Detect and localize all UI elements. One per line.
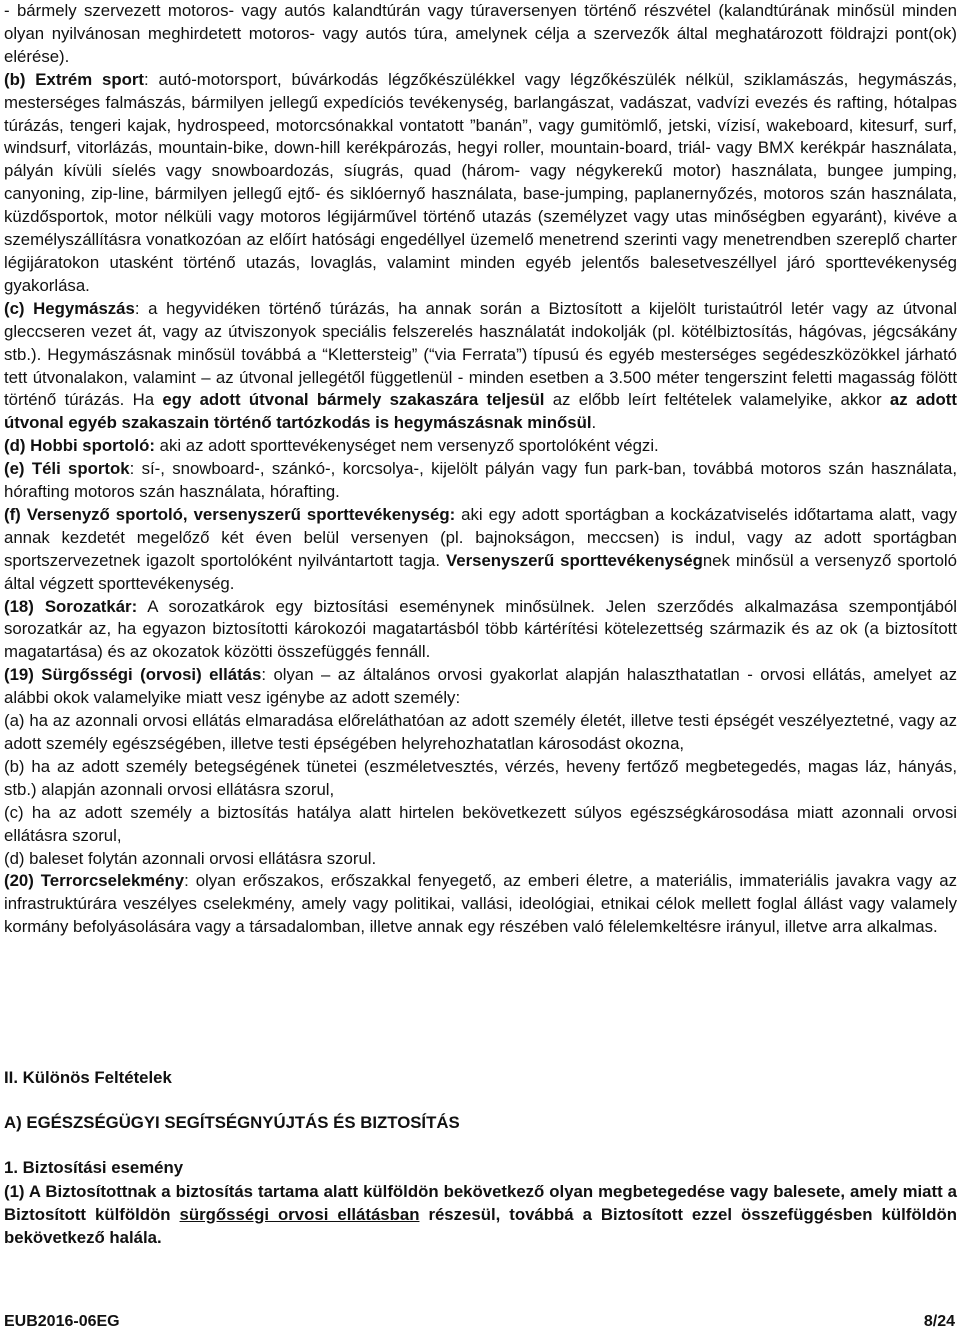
section-heading: A) EGÉSZSÉGÜGYI SEGÍTSÉGNYÚJTÁS ÉS BIZTOSÍTÁS xyxy=(4,1113,460,1132)
emergency-care-item-b: (b) ha az adott személy betegségének tünetei (eszméletvesztés, vérzés, heveny fertőző megbetegedés, magas láz, hányás, stb.) alapján azonnali orvosi ellátásra szorul, xyxy=(4,756,957,799)
emergency-care-item-c: (c) ha az adott személy a biztosítás hatálya alatt hirtelen bekövetkezett súlyos egészségkárosodása miatt azonnali orvosi ellátásra szorul, xyxy=(4,802,957,845)
definition-competitive-athlete: (f) Versenyző sportoló, versenyszerű sporttevékenység: aki egy adott sportágban a kockázatviselés időtartama alatt, vagy annak kezdetét megelőző két éven belül versenyen (pl. bajnokságon, meccsen) is indul, vagy az adott sportágban sportszervezetnek igazolt sportolóként nyilvántartott tagja. Versenyszerű sporttevékenységnek minősül a versenyző sportoló által végzett sporttevékenység. xyxy=(4,504,957,593)
emergency-care-reference: sürgősségi orvosi ellátásban xyxy=(179,1204,420,1224)
term-label: (19) Sürgősségi (orvosi) ellátás xyxy=(4,665,262,685)
document-page xyxy=(4,0,957,1333)
emergency-care-item-d: (d) baleset folytán azonnali orvosi ellátásra szorul. xyxy=(4,848,377,868)
term-label: (18) Sorozatkár: xyxy=(4,596,138,616)
definition-extreme-sport: (b) Extrém sport: autó-motorsport, búvárkodás légzőkészülékkel vagy légzőkészülék nélkül, sziklamászás, hegymászás, mesterséges falmászás, bármilyen jellegű expedíciós tevékenység, barlangászat, vadászat, vadvízi evezés és rafting, hótalpas túrázás, tengeri kajak, hydrospeed, motorcsónakkal vontatott ”banán”, vagy gumitömlő, jetski, vízisí, wakeboard, kitesurf, surf, windsurf, vitorlázás, mountain-bike, down-hill kerékpározás, hegyi roller, mountain-board, triál- vagy BMX kerékpár használata, pályán kívüli síelés vagy snowboardozás, síugrás, quad (három- vagy négykerekű motor) használata, bungee jumping, canyoning, zip-line, bármilyen jellegű ejtő- és siklóernyő használata, base-jumping, paplanernyőzés, motoros szán használata, küzdősportok, motor nélküli vagy motoros légijárművel történő utazás (személyzet vagy utas minőségben egyaránt), kivéve a személyszállításra vonatkozóan az előírt hatósági engedéllyel üzemelő menetrend szerinti vagy menetrendben szereplő charter légijáratokon utasként történő utazás, lovaglás, valamint minden egyéb jelentős balesetveszéllyel járó sporttevékenység gyakorlása. xyxy=(4,69,957,295)
definition-terrorism: (20) Terrorcselekmény: olyan erőszakos, erőszakkal fenyegető, az emberi életre, a materiális, immateriális javakra vagy az infrastruktúrára veszélyes cselekmény, amely vagy politikai, vallási, ideológiai, etnikai célok mellett foglal állást vagy valamely kormány befolyásolására vagy a társadalomban, illetve annak egy részében való félelemkeltésre irányul, illetve arra alkalmas. xyxy=(4,871,957,937)
document-code: EUB2016-06EG xyxy=(4,1313,120,1330)
emergency-care-item-a: (a) ha az azonnali orvosi ellátás elmaradása előreláthatóan az adott személy életét, illetve testi épségét veszélyeztetné, vagy az adott személy egészségében, illetve testi épségében helyrehozhatatlan károsodást okozna, xyxy=(4,711,957,753)
term-label: (d) Hobbi sportoló: xyxy=(4,436,155,456)
definitions-text xyxy=(4,0,957,939)
definition-winter-sports: (e) Téli sportok: sí-, snowboard-, szánkó-, korcsolya-, kijelölt pályán vagy fun park-ban, továbbá motoros szán használata, hórafting motoros szán használata, hórafting. xyxy=(4,459,958,502)
insured-event-paragraph: (1) A Biztosítottnak a biztosítás tartama alatt külföldön bekövetkező olyan megbetegedése vagy balesete, amely miatt a Biztosított külföldön sürgősségi orvosi ellátásban részesül, továbbá a Biztosított ezzel összefüggésben külföldön bekövetkező halála. xyxy=(4,1182,957,1247)
definition-serial-damage: (18) Sorozatkár: A sorozatkárok egy biztosítási eseménynek minősülnek. Jelen szerződés alkalmazása szempontjából sorozatkár az, ha egyazon biztosítotti károkozói magatartásból több kártérítési kötelezettség származik és az ok (a biztosított magatartása) és az okozatok közötti összefüggés fennáll. xyxy=(4,596,957,662)
term-label: (b) Extrém sport xyxy=(4,69,145,89)
page-footer xyxy=(4,1313,957,1333)
subsection-heading: 1. Biztosítási esemény xyxy=(4,1158,184,1177)
definition-mountaineering: (c) Hegymászás: a hegyvidéken történő túrázás, ha annak során a Biztosított a kijelölt turistaútról letér vagy az útvonal gleccseren vezet át, vagy az útviszonyok speciális felszerelés használatát indokolják (pl. kötélbiztosítás, hágóvas, jégcsákány stb.). Hegymászásnak minősül továbbá a “Klettersteig” (“via Ferrata”) típusú és egyéb mesterséges segédeszközökkel járható tett útvonalakon, valamint – az útvonal jellegétől függetlenül - minden esetben a 3.500 méter tengerszint feletti magasság fölött történő túrázás. Ha egy adott útvonal bármely szakaszára teljesül az előbb leírt feltételek valamelyike, akkor az adott útvonal egyéb szakaszain történő tartózkodás is hegymászásnak minősül. xyxy=(4,298,957,433)
term-label: (e) Téli sportok xyxy=(4,459,130,479)
term-label: (20) Terrorcselekmény xyxy=(4,871,185,891)
term-label: (c) Hegymászás xyxy=(4,298,135,318)
page-number: 8/24 xyxy=(923,1313,955,1330)
part-heading: II. Különös Feltételek xyxy=(4,1068,172,1087)
term-label: (f) Versenyző sportoló, versenyszerű sporttevékenység: xyxy=(4,504,456,524)
definition-emergency-care: (19) Sürgősségi (orvosi) ellátás: olyan – az általános orvosi gyakorlat alapján halaszthatatlan - orvosi ellátás, amelyet az alábbi okok valamelyike miatt vesz igénybe az adott személy: xyxy=(4,665,957,708)
definition-hobby-athlete: (d) Hobbi sportoló: aki az adott sporttevékenységet nem versenyző sportolóként végzi. xyxy=(4,436,659,456)
intro-bullet: - bármely szervezett motoros- vagy autós kalandtúrán vagy túraversenyen történő részvétel (kalandtúrának minősül minden olyan nyilvánosan meghirdetett motoros- vagy autós túra, amelynek célja a szervezők által meghatározott földrajzi pont(ok) elérése). xyxy=(4,1,957,66)
